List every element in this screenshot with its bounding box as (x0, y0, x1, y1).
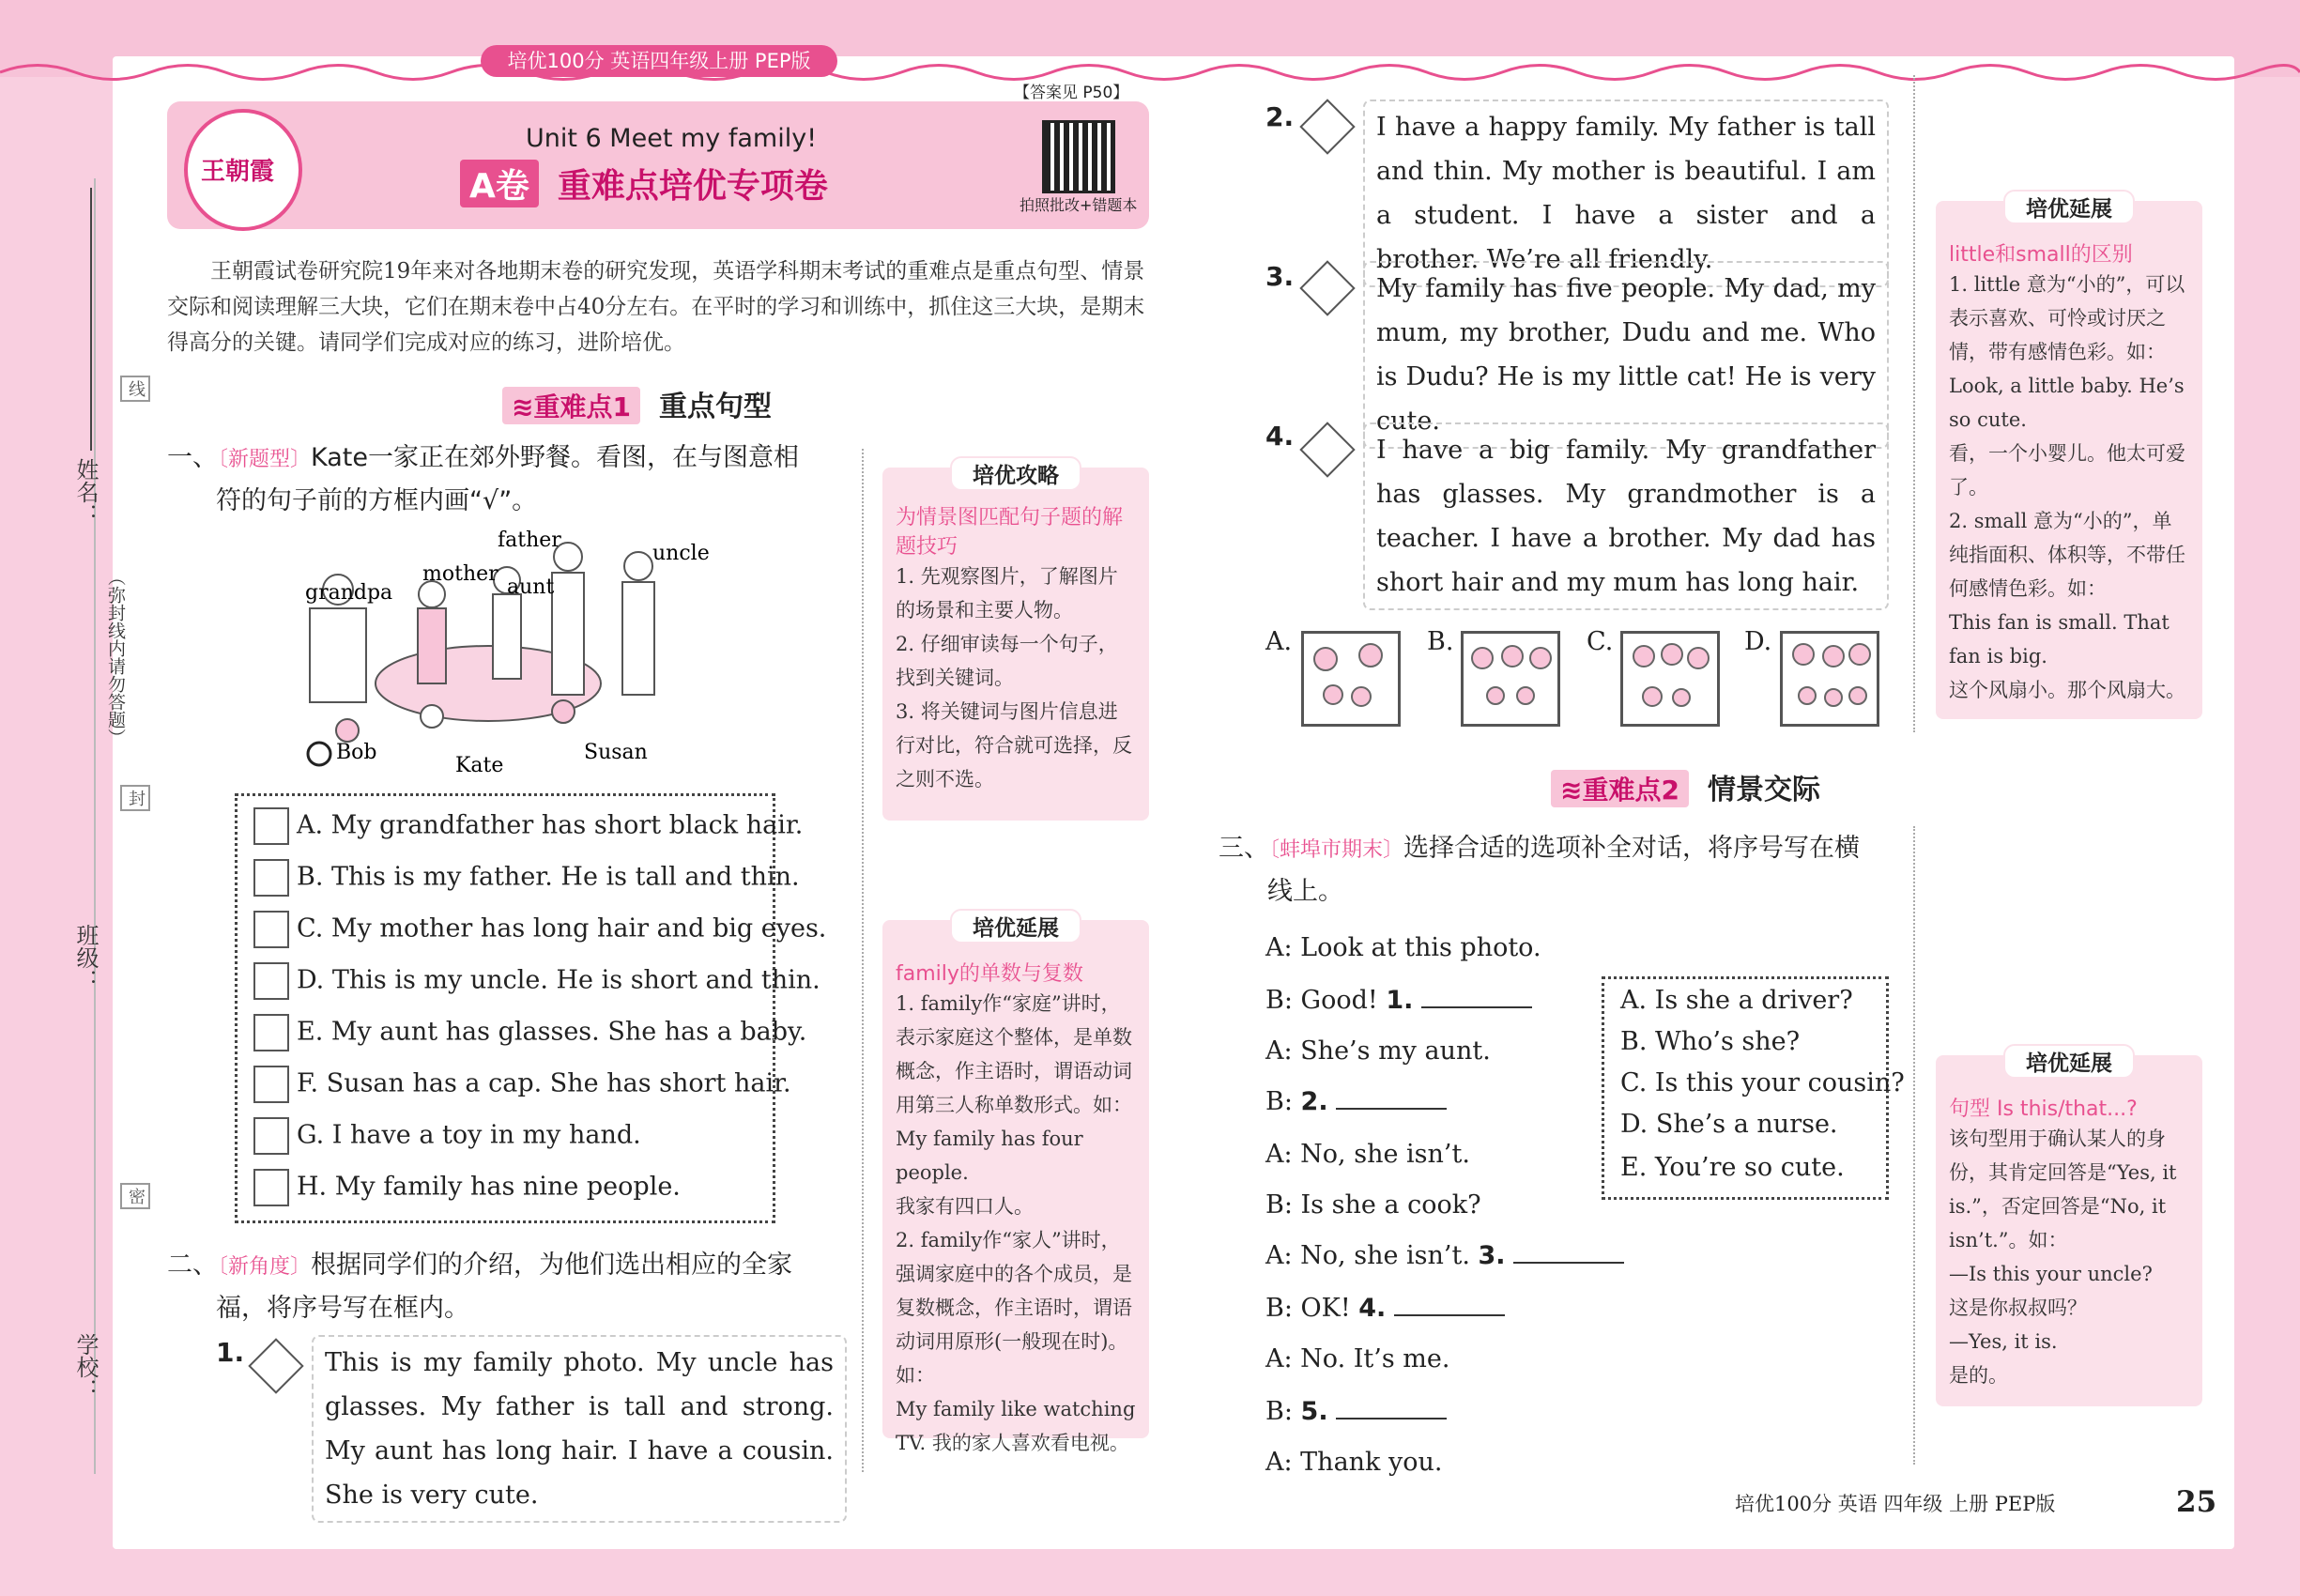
section2-title: 情景交际 (1707, 774, 1820, 806)
label-mother: mother (422, 562, 498, 586)
tip3-line: Look, a little baby. He’s so cute. (1949, 375, 2185, 431)
checkbox[interactable] (253, 911, 289, 948)
tip3-subtitle: little和small的区别 (1949, 243, 2133, 267)
section2-tag: ≋重难点2 (1551, 770, 1689, 807)
qr-code-icon[interactable] (1042, 120, 1115, 193)
dialog-line (1265, 1294, 1505, 1323)
footer-text: 培优100分 英语 四年级 上册 PEP版 (1735, 1493, 2056, 1515)
answer-blank[interactable] (1336, 1418, 1447, 1420)
section1-heading (502, 383, 772, 424)
name-line (90, 188, 92, 451)
family-photo-a (1301, 631, 1401, 727)
paper-title (460, 160, 828, 207)
binding-line (94, 178, 96, 1474)
dialog-text: B: (1265, 1087, 1301, 1116)
brand-logo (184, 109, 302, 231)
q1-number: 一、 (167, 443, 218, 472)
dialog-line (1265, 1087, 1447, 1116)
label-grandpa: grandpa (305, 581, 393, 605)
tip3-line: This fan is small. That fan is big. (1949, 611, 2170, 668)
tip2-line: 2. family作“家人”讲时，强调家庭中的各个成员，是复数概念，作主语时，谓语动词用原形(一般现在时)。如： (896, 1229, 1132, 1387)
tip4-title: 培优延展 (2003, 1044, 2135, 1079)
family-photo-c (1620, 631, 1720, 727)
dialog-line (1265, 1190, 1481, 1220)
q2-line1: 根据同学们的介绍，为他们选出相应的全家 (311, 1251, 793, 1280)
label-bob: Bob (336, 741, 377, 764)
q2-item3-number: 3. (1265, 261, 1295, 292)
dialog-text: A: She’s my aunt. (1265, 1036, 1491, 1066)
dialog-text: A: No, she isn’t. (1265, 1241, 1479, 1270)
unit-title: Unit 6 Meet my family! (526, 124, 818, 153)
wave-border (0, 58, 2300, 86)
q1-option-d[interactable] (253, 962, 820, 1000)
tip1-line: 3. 将关键词与图片信息进行对比，符合就可选择，反之则不选。 (896, 700, 1132, 790)
blank-number: 2. (1300, 1087, 1328, 1116)
checkbox[interactable] (253, 1169, 289, 1206)
q2-tag: 〔新角度〕 (218, 1255, 312, 1279)
option-text: H. My family has nine people. (297, 1172, 681, 1202)
answer-blank[interactable] (1394, 1314, 1505, 1316)
dialog-line (1265, 1397, 1447, 1426)
picnic-illustration (291, 524, 710, 777)
label-aunt: aunt (507, 575, 555, 599)
label-uncle: uncle (652, 542, 710, 565)
tip2-line: My family like watching TV. 我的家人喜欢看电视。 (896, 1398, 1136, 1454)
tip4-content (1949, 1093, 2189, 1392)
option-text: F. Susan has a cap. She has short hair. (297, 1068, 791, 1098)
tip1-line: 1. 先观察图片，了解图片的场景和主要人物。 (896, 565, 1118, 622)
label-father: father (498, 529, 561, 552)
tip4-line: —Yes, it is. (1949, 1330, 2058, 1353)
q2-prompt (167, 1245, 843, 1329)
column-divider (1913, 826, 1915, 1465)
checkbox[interactable] (253, 1066, 289, 1103)
answer-blank[interactable] (1421, 1006, 1532, 1008)
family-photo-b (1461, 631, 1560, 727)
checkbox[interactable] (253, 1117, 289, 1155)
school-label: 学校： (72, 1333, 99, 1401)
q1-line1: Kate一家正在郊外野餐。看图，在与图意相 (311, 443, 799, 472)
option-text: D. This is my uncle. He is short and thin. (297, 965, 820, 995)
q1-option-a[interactable] (253, 807, 803, 845)
tip-box-2 (882, 916, 1149, 1454)
tip4-line: 这是你叔叔吗？ (1949, 1297, 2087, 1319)
seal-note: （弥封线内请勿答题） (105, 568, 126, 746)
q3-choice-e: E. You’re so cute. (1620, 1153, 1845, 1182)
section2-heading (1551, 766, 1820, 807)
q2-item2-text: I have a happy family. My father is tall and thin. My mother is beautiful. I am a student. I have a sister and a brother. We’re all friendly. (1363, 100, 1889, 287)
dialog-text: B: Good! (1265, 986, 1387, 1015)
line-mark: 线 (120, 376, 150, 402)
blank-number: 4. (1358, 1294, 1387, 1323)
label-kate: Kate (455, 754, 504, 777)
tip2-line: 1. family作“家庭”讲时，表示家庭这个整体，是单数概念，作主语时，谓语动词用第三人称单数形式。如： (896, 992, 1132, 1116)
dialog-line (1265, 986, 1532, 1015)
tip1-content (896, 501, 1136, 796)
answer-blank[interactable] (1336, 1108, 1447, 1110)
dialog-text: B: Is she a cook? (1265, 1190, 1481, 1220)
logo-text: 王朝霞 (201, 158, 275, 186)
checkbox[interactable] (253, 962, 289, 1000)
q3-choice-b: B. Who’s she? (1620, 1027, 1801, 1056)
dialog-text: A: No, she isn’t. (1265, 1140, 1470, 1169)
checkbox[interactable] (253, 859, 289, 897)
q1-option-e[interactable] (253, 1014, 806, 1051)
option-text: A. My grandfather has short black hair. (297, 810, 804, 840)
option-text: C. My mother has long hair and big eyes. (297, 913, 827, 944)
tip-box-4 (1936, 1051, 2202, 1406)
paper-title-text: 重难点培优专项卷 (557, 167, 828, 206)
tip3-line: 2. small 意为“小的”，单纯指面积、体积等，不带任何感情色彩。如： (1949, 510, 2185, 600)
tip4-line: 是的。 (1949, 1364, 2008, 1387)
tip-box-3 (1936, 197, 2202, 719)
picture-label-c: C. (1587, 627, 1614, 656)
dialog-text: B: OK! (1265, 1294, 1359, 1323)
tip3-line: 1. little 意为“小的”，可以表示喜欢、可怜或讨厌之情，带有感情色彩。如： (1949, 273, 2185, 363)
dialog-text: B: (1265, 1397, 1301, 1426)
intro-paragraph: 王朝霞试卷研究院19年来对各地期末卷的研究发现，英语学科期末考试的重难点是重点句型、情景交际和阅读理解三大块，它们在期末卷中占40分左右。在平时的学习和训练中，抓住这三大块，是期末得高分的关键。请同学们完成对应的练习，进阶培优。 (167, 259, 1145, 355)
dialog-text: A: Thank you. (1265, 1448, 1443, 1477)
tip1-line: 2. 仔细审读每一个句子，找到关键词。 (896, 633, 1118, 689)
tip1-title: 培优攻略 (950, 456, 1081, 491)
option-text: G. I have a toy in my hand. (297, 1120, 641, 1150)
seal-mark: 封 (120, 785, 150, 811)
q3-line2: 线上。 (1267, 877, 1343, 906)
option-text: B. This is my father. He is tall and thin. (297, 862, 800, 892)
column-divider (1913, 75, 1915, 732)
q1-tag: 〔新题型〕 (218, 448, 312, 471)
q3-choice-a: A. Is she a driver? (1620, 986, 1853, 1015)
blank-number: 1. (1386, 986, 1414, 1015)
tip4-line: 该句型用于确认某人的身份，其肯定回答是“Yes, it is.”，否定回答是“No, it isn’t.”。如： (1949, 1128, 2177, 1251)
q1-option-b[interactable] (253, 859, 800, 897)
tip2-content (896, 958, 1136, 1460)
tip4-line: —Is this your uncle? (1949, 1263, 2153, 1285)
q2-item4-number: 4. (1265, 421, 1295, 452)
tip2-title: 培优延展 (950, 909, 1081, 944)
tip3-line: 这个风扇小。那个风扇大。 (1949, 679, 2185, 701)
page-number: 25 (2176, 1485, 2217, 1519)
answer-blank[interactable] (1513, 1262, 1624, 1264)
tip2-line: My family has four people. (896, 1128, 1083, 1184)
q1-option-f[interactable] (253, 1066, 791, 1103)
q2-item1-text: This is my family photo. My uncle has glasses. My father is tall and strong. My aunt has long hair. I have a cousin. She is very cute. (312, 1335, 847, 1523)
series-pill: 培优100分 英语四年级上册 PEP版 (481, 45, 837, 77)
column-divider (862, 449, 864, 1472)
section1-tag: ≋重难点1 (502, 387, 640, 424)
q2-number: 二、 (167, 1251, 218, 1280)
tip2-line: 我家有四口人。 (896, 1195, 1034, 1218)
tip1-subtitle: 为情景图匹配句子题的解题技巧 (896, 506, 1124, 559)
dialog-line (1265, 1344, 1449, 1373)
blank-number: 3. (1478, 1241, 1506, 1270)
section1-title: 重点句型 (658, 391, 772, 423)
picture-label-d: D. (1744, 627, 1772, 656)
family-photo-d (1780, 631, 1879, 727)
tip4-subtitle: 句型 Is this/that...? (1949, 1097, 2138, 1121)
tip3-content (1949, 238, 2189, 707)
q1-options-box (235, 793, 775, 1223)
dialog-line (1265, 933, 1541, 962)
class-label: 班级： (72, 924, 99, 991)
dialog-text: A: No. It’s me. (1265, 1344, 1450, 1373)
q3-choice-d: D. She’s a nurse. (1620, 1110, 1838, 1139)
q2-item2-number: 2. (1265, 101, 1295, 132)
q3-tag: 〔蚌埠市期末〕 (1269, 838, 1404, 862)
name-label: 姓名： (72, 458, 99, 526)
q1-line2: 符的句子前的方框内画“√”。 (216, 486, 538, 515)
option-text: E. My aunt has glasses. She has a baby. (297, 1017, 807, 1047)
dialog-line (1265, 1140, 1470, 1169)
tip3-line: 看，一个小婴儿。他太可爱了。 (1949, 442, 2185, 499)
q3-choice-c: C. Is this your cousin? (1620, 1068, 1905, 1097)
q3-number: 三、 (1219, 834, 1269, 863)
dialog-line (1265, 1448, 1443, 1477)
answer-reference: 【答案见 P50】 (1014, 84, 1129, 102)
q2-item4-text: I have a big family. My grandfather has glasses. My grandmother is a teacher. I have a brother. My dad has short hair and my mum has long hair. (1363, 422, 1889, 610)
tip-box-1 (882, 464, 1149, 821)
q2-item3-text: My family has five people. My dad, my mum, my brother, Dudu and me. Who is Dudu? He is my little cat! He is very cute. (1363, 261, 1889, 449)
dialog-text: A: Look at this photo. (1265, 933, 1541, 962)
picture-label-a: A. (1265, 627, 1293, 656)
dialog-line (1265, 1036, 1491, 1066)
q1-option-h[interactable] (253, 1169, 681, 1206)
q2-line2: 福，将序号写在框内。 (216, 1294, 469, 1323)
checkbox[interactable] (253, 1014, 289, 1051)
q1-option-g[interactable] (253, 1117, 641, 1155)
q3-prompt (1219, 828, 1894, 913)
dialog-line (1265, 1241, 1624, 1270)
q1-option-c[interactable] (253, 911, 826, 948)
label-susan: Susan (584, 741, 648, 764)
tip3-title: 培优延展 (2003, 190, 2135, 224)
dense-mark: 密 (120, 1183, 150, 1209)
checkbox[interactable] (253, 807, 289, 845)
picture-label-b: B. (1427, 627, 1454, 656)
paper-tag: A卷 (460, 160, 539, 207)
qr-label: 拍照批改+错题本 (1020, 196, 1138, 214)
q1-prompt (167, 437, 843, 522)
tip2-subtitle: family的单数与复数 (896, 962, 1083, 986)
q3-line1: 选择合适的选项补全对话，将序号写在横 (1403, 834, 1861, 863)
q2-item1-number: 1. (216, 1337, 245, 1368)
blank-number: 5. (1300, 1397, 1328, 1426)
